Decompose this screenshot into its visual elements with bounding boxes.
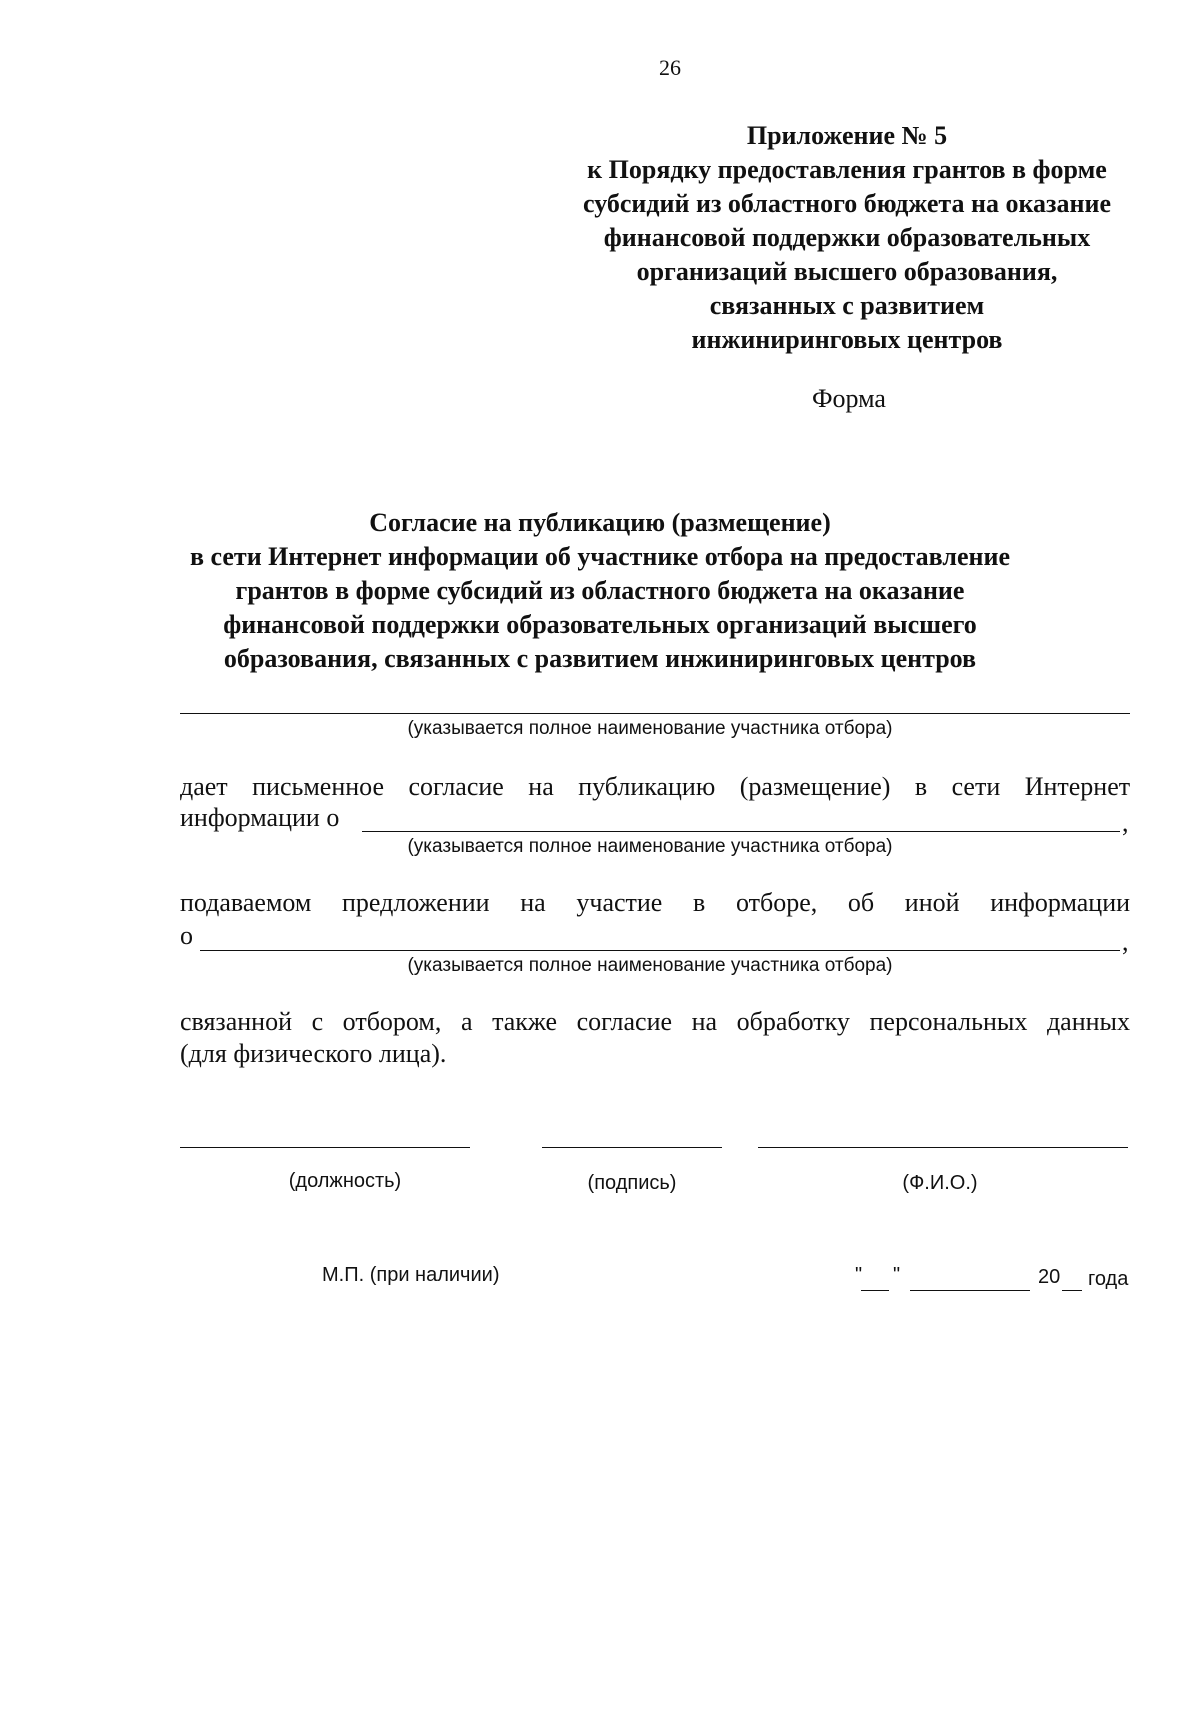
info-about-line (362, 831, 1120, 832)
date-quote-close: " (893, 1264, 901, 1286)
title-line-4: финансовой поддержки образовательных организаций высшего (223, 610, 977, 639)
body-word: письменное (252, 772, 385, 801)
position-caption: (должность) (288, 1170, 402, 1192)
appendix-line-6: связанных с развитием (709, 291, 985, 320)
signature-line (542, 1147, 722, 1148)
body-word: в (693, 888, 706, 917)
full-name-line (758, 1147, 1128, 1148)
date-year-prefix: 20 (1038, 1266, 1061, 1288)
appendix-line-3: субсидий из областного бюджета на оказание (583, 189, 1111, 218)
title-line-5: образования, связанных с развитием инжиниринговых центров (223, 644, 977, 673)
body-word: (размещение) (739, 772, 891, 801)
body-word: данных (1046, 1007, 1131, 1036)
body-word: участие (576, 888, 663, 917)
paragraph-2-line-2: о (180, 921, 193, 950)
date-quote-open: " (855, 1264, 863, 1286)
body-word: согласие (576, 1007, 673, 1036)
date-year-suffix: года (1088, 1268, 1129, 1290)
body-word: подаваемом (180, 888, 312, 917)
body-word: с (311, 1007, 324, 1036)
body-word: персональных (869, 1007, 1028, 1036)
other-info-line (200, 950, 1120, 951)
participant-name-line (180, 713, 1130, 714)
body-word: на (691, 1007, 718, 1036)
other-info-hint: (указывается полное наименование участника отбора) (407, 955, 893, 976)
appendix-line-2: к Порядку предоставления грантов в форме (587, 155, 1107, 184)
body-word: на (528, 772, 554, 801)
appendix-line-1: Приложение № 5 (746, 121, 948, 150)
paragraph-2-line-1 (180, 888, 1130, 918)
appendix-line-7: инжиниринговых центров (691, 325, 1003, 354)
paragraph-3-line-1 (180, 1007, 1130, 1037)
body-word: информации (990, 888, 1131, 917)
body-word: в (914, 772, 928, 801)
signature-caption: (подпись) (587, 1172, 677, 1194)
page-number: 26 (659, 55, 681, 80)
paragraph-1-line-1 (180, 772, 1130, 802)
participant-name-hint: (указывается полное наименование участника отбора) (407, 718, 893, 739)
body-word: обработку (736, 1007, 850, 1036)
full-name-caption: (Ф.И.О.) (902, 1172, 978, 1194)
body-word: связанной (180, 1007, 292, 1036)
info-about-hint: (указывается полное наименование участника отбора) (407, 836, 893, 857)
body-word: а (460, 1007, 473, 1036)
appendix-line-4: финансовой поддержки образовательных (603, 223, 1091, 252)
body-word: об (847, 888, 875, 917)
body-word: дает (180, 772, 228, 801)
body-word: согласие (408, 772, 504, 801)
title-line-2: в сети Интернет информации об участнике отбора на предоставление (189, 542, 1011, 571)
body-word: на (520, 888, 546, 917)
position-line (180, 1147, 470, 1148)
date-month-line (910, 1290, 1030, 1291)
title-line-1: Согласие на публикацию (размещение) (369, 508, 831, 537)
body-word: предложении (342, 888, 490, 917)
body-word: иной (904, 888, 960, 917)
paragraph-3-line-2: (для физического лица). (180, 1039, 447, 1068)
body-word: отбором, (342, 1007, 442, 1036)
comma-2: , (1122, 927, 1129, 956)
body-word: Интернет (1024, 772, 1131, 801)
body-word: также (492, 1007, 558, 1036)
body-word: публикацию (578, 772, 716, 801)
body-word: отборе, (735, 888, 818, 917)
stamp-label: М.П. (при наличии) (322, 1264, 500, 1286)
comma-1: , (1122, 808, 1129, 837)
body-word: сети (951, 772, 1001, 801)
date-day-line (861, 1290, 889, 1291)
appendix-line-5: организаций высшего образования, (636, 257, 1058, 286)
date-year-line (1062, 1290, 1082, 1291)
paragraph-1-line-2: информации о (180, 803, 340, 832)
title-line-3: грантов в форме субсидий из областного бюджета на оказание (235, 576, 965, 605)
form-label: Форма (812, 384, 886, 413)
